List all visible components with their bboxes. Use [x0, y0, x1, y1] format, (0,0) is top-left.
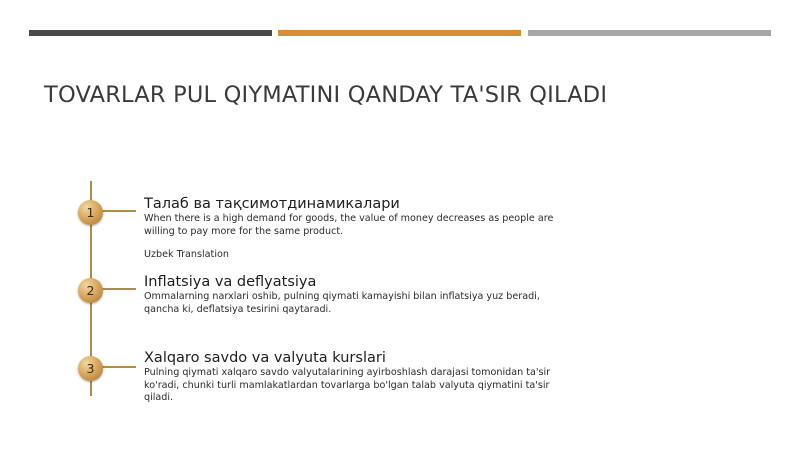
timeline-item — [144, 196, 554, 261]
item-note: Uzbek Translation — [144, 249, 229, 260]
accent-bar-dark — [29, 30, 272, 36]
timeline-item — [144, 274, 554, 316]
item-description: When there is a high demand for goods, the value of money decreases as people are willing to pay more for the same product. — [144, 213, 554, 237]
step-number-badge: 2 — [78, 278, 103, 303]
timeline-item — [144, 350, 554, 405]
slide-title: TOVARLAR PUL QIYMATINI QANDAY TA'SIR QILADI — [44, 82, 608, 108]
timeline-connector — [100, 210, 136, 212]
item-heading: Xalqaro savdo va valyuta kurslari — [144, 350, 386, 366]
step-number-badge: 1 — [78, 200, 103, 225]
item-description: Ommalarning narxlari oshib, pulning qiymati kamayishi bilan inflatsiya yuz beradi, qancha ki, deflatsiya tesirini qaytaradi. — [144, 291, 540, 315]
timeline-connector — [100, 366, 136, 368]
accent-bar-gray — [528, 30, 771, 36]
step-number-badge: 3 — [78, 356, 103, 381]
item-heading: Inflatsiya va deflyatsiya — [144, 274, 317, 290]
timeline-connector — [100, 288, 136, 290]
item-description: Pulning qiymati xalqaro savdo valyutalarining ayirboshlash darajasi tomonidan ta'sir ko'radi, chunki turli mamlakatlardan tovarlarga bo'lgan talab valyuta qiymatini ta'sir qiladi. — [144, 367, 551, 403]
item-heading: Талаб ва тақсимотдинамикалари — [144, 196, 400, 212]
accent-bar-orange — [278, 30, 521, 36]
